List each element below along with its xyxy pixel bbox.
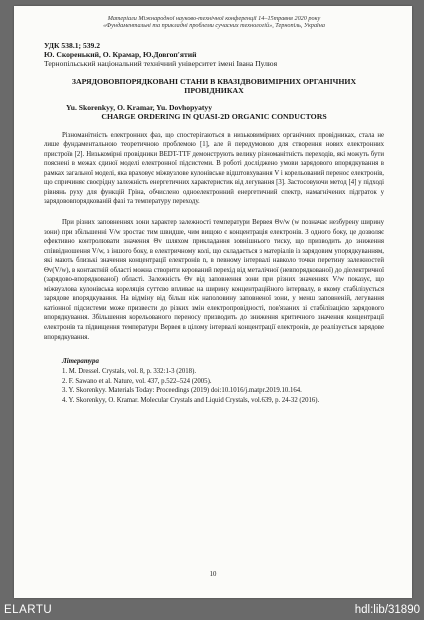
- repository-label: ELARTU: [4, 604, 53, 616]
- handle-label: hdl:lib/31890: [354, 604, 420, 616]
- references-list: [44, 367, 384, 405]
- title-ua: ЗАРЯДОВОВПОРЯДКОВАНІ СТАНИ В КВАЗІДВОВИМІРНИХ ОРГАНІЧНИХ ПРОВІДНИКАХ: [71, 76, 357, 96]
- udc-code: УДК 538.1; 539.2: [44, 40, 101, 50]
- page-number: 10: [209, 571, 217, 578]
- reference-item: 4. Y. Skorenkyy, O. Kramar. Molecular Crystals and Liquid Crystals, vol.639, p. 24-32 (2016).: [62, 396, 320, 404]
- reference-item: 3. Y. Skorenkyy. Materials Today: Proceedings (2019) doi:10.1016/j.matpr.2019.10.164.: [62, 387, 302, 395]
- authors-en: Yu. Skorenkyy, O. Kramar, Yu. Dovhopyatyy: [66, 102, 213, 112]
- document-page: [14, 6, 412, 598]
- affiliation: Тернопільський національний технічний університет імені Івана Пулюя: [44, 58, 278, 68]
- body-paragraph-1: Різноманітність електронних фаз, що спостерігаються в низьковимірних органічних провідниках, стала не лише фундаментальною теоретичною проблемою [1], але й передумовою для створення нових електронних пристроїв [2]. Низькомірні провідники BEDT-TTF демонструють велику різноманітність переходів, які можуть бути пояснені в межах єдиної моделі електронної підсистеми. В роботі досліджено умови зарядового впорядкування в рамках загальної моделі, яка враховує міжвузлове кулонівське відштовхування V і корельований перенос електронів, що спричиняє своєрідну залежність енергетичних характеристик від легування [3]. Застосовуючи метод [4] у підході рівнянь руху для функцій Гріна, обчислено одноелектронний енергетичний спектр, намагнічених підграток у зарядововпорядкованій фазі та температуру переходу.: [44, 131, 384, 206]
- references-heading: Література: [62, 358, 99, 366]
- reference-item: 2. F. Sawano et al. Nature, vol. 437, p.522–524 (2005).: [62, 377, 212, 385]
- conference-line-2: «Фундаментальні та прикладні проблеми сучасних технологій», Тернопіль, Україна: [103, 22, 325, 30]
- page-content: [44, 15, 384, 405]
- title-en: CHARGE ORDERING IN QUASI-2D ORGANIC CONDUCTORS: [101, 111, 327, 121]
- authors-ua: Ю. Скоренький, О. Крамар, Ю.Довгоп'ятий: [44, 49, 197, 59]
- reference-item: 1. M. Dressel. Crystals, vol. 8, p. 332:1-3 (2018).: [62, 368, 197, 376]
- body-paragraph-2: При різних заповненнях зони характер залежності температури Вервея Θv/w (w позначає незбурену ширину зони) при збільшенні V/w зростає тим швидше, чим вищою є концентрація електронів. З одного боку, це дозволяє ефективно контролювати значення Θv шляхом прикладання зовнішнього тиску, що призводить до зниження співвідношення V/w, з іншого боку, в електричному колі, що складається з матеріалів із зарядовим упорядкуванням, які мають близькі значення концентрації електронів n, в певному інтервалі навколо точки перетину залежностей Θv(V/w), в контактній області можна створити керований перехід від металічної (невпорядкованої) до діелектричної (зарядово-впорядкованої) області. Залежність Θv від заповнення зони при різних значеннях V/w показує, що міжвузлова кулонівська кореляція суттєво впливає на ширину концентраційного інтервалу, в якому стабілізується зарядове впорядкування. На відміну від більш ніж наполовину заповненої зони, у менш заповненій, легування катіонної підсистеми може призвести до різких змін електропровідності, пов'язаних зі стабілізацією зарядового впорядкування. Збільшення корельованого переносу призводить до зниження критичного значення концентрації електронів та підвищення температури Вервея в цілому інтервалі концентрації електронів, де реалізується зарядове впорядкування.: [44, 219, 384, 341]
- conference-line-1: Матеріали Міжнародної науково-технічної конференції 14–15травня 2020 року: [107, 15, 321, 22]
- conference-header: [44, 15, 384, 30]
